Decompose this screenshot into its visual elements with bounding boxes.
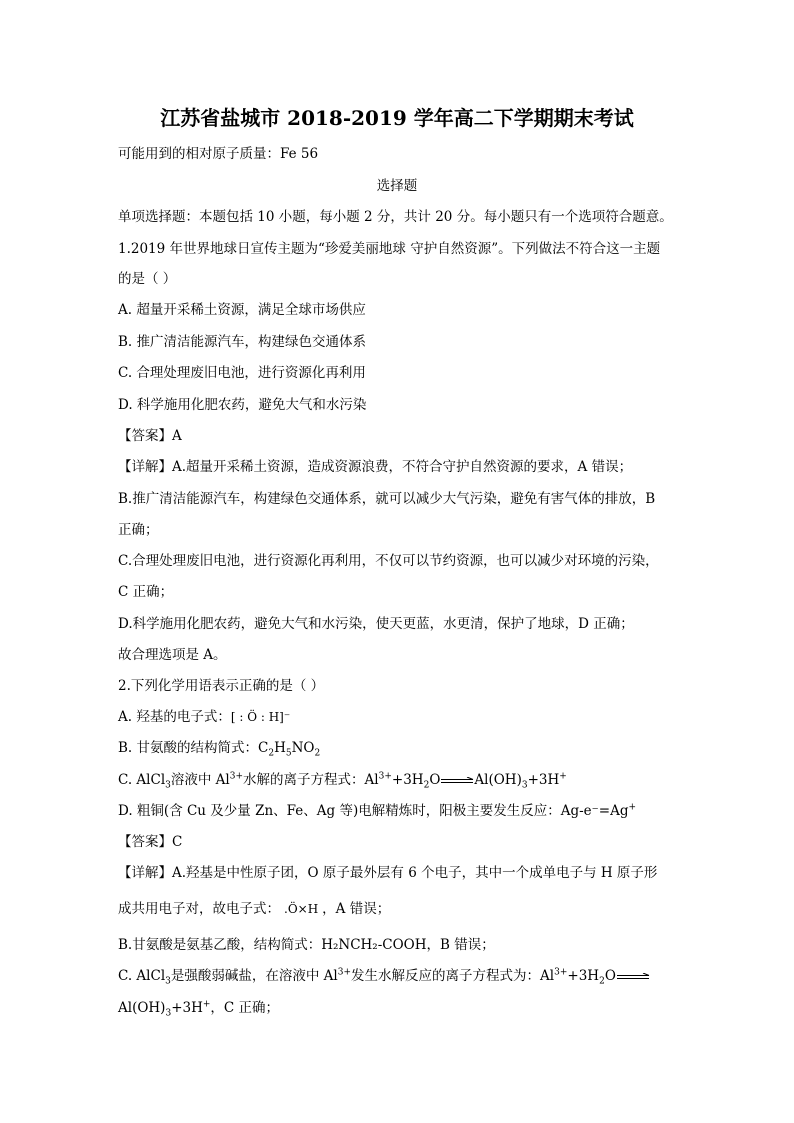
q2-option-d-text: D. 粗铜(含 Cu 及少量 Zn、Fe、Ag 等)电解精炼时，阳极主要发生反应：Ag-e⁻=Ag (118, 803, 629, 819)
q2-option-c-text: 溶液中 Al (170, 772, 230, 788)
q2-stem: 2.下列化学用语表示正确的是（ ） (118, 678, 325, 694)
q2-explain-line (118, 999, 279, 1017)
q2-explain-text: +3H (567, 968, 600, 984)
q2-option-d (118, 802, 636, 820)
q2-explain-text: 是强酸弱碱盐，在溶液中 Al (170, 968, 338, 984)
q2-option-a-label: A. 羟基的电子式： (118, 709, 231, 725)
q2-answer: 【答案】C (118, 834, 183, 850)
q2-option-b-text: H (274, 740, 286, 756)
superscript: + (628, 802, 637, 813)
superscript: 3+ (337, 967, 352, 978)
superscript: + (202, 999, 211, 1010)
q2-explain-text: C. AlCl (118, 968, 166, 984)
q1-option-c: C. 合理处理废旧电池，进行资源化再利用 (118, 365, 366, 381)
q2-option-c-text: +3H (527, 772, 560, 788)
hydroxyl-electron-dot-formula: .Ö×H (284, 902, 319, 916)
q2-explain-line: 【详解】A.羟基是中性原子团，O 原子最外层有 6 个电子，其中一个成单电子与 H 原子形 (118, 865, 658, 881)
q1-answer: 【答案】A (118, 428, 182, 444)
subscript: 2 (268, 748, 275, 759)
q2-option-c-text: C. AlCl (118, 772, 166, 788)
q2-option-c-text: 水解的离子方程式：Al (243, 772, 379, 788)
q2-option-c-text: Al(OH) (474, 772, 522, 788)
equilibrium-arrow-icon (440, 777, 474, 785)
q1-stem-line1: 1.2019 年世界地球日宣传主题为“珍爱美丽地球 守护自然资源”。下列做法不符合这一主题 (118, 241, 661, 257)
atomic-mass-note: 可能用到的相对原子质量：Fe 56 (118, 146, 319, 162)
subscript: 2 (423, 780, 430, 791)
q2-option-a (118, 708, 290, 726)
hydroxyl-electron-formula: [ : Ö : H]⁻ (230, 710, 291, 724)
q2-option-b-text: NO (291, 740, 315, 756)
q1-explain-line: 正确； (118, 522, 159, 538)
subscript: 3 (165, 780, 171, 791)
q1-explain-line: D.科学施用化肥农药，避免大气和水污染，使天更蓝，水更清，保护了地球，D 正确； (118, 616, 634, 632)
q1-option-a: A. 超量开采稀土资源，满足全球市场供应 (118, 302, 366, 318)
q2-explain-text: 发生水解反应的离子方程式为：Al (351, 968, 555, 984)
superscript: + (559, 771, 567, 782)
q2-option-c-text: +3H (391, 772, 424, 788)
subscript: 3 (521, 780, 528, 791)
q2-option-c-text: O (429, 772, 441, 788)
q2-option-b-text: B. 甘氨酸的结构简式：C (118, 740, 269, 756)
q2-explain-line: B.甘氨酸是氨基乙酸，结构简式：H₂NCH₂-COOH，B 错误； (118, 937, 495, 953)
instructions: 单项选择题：本题包括 10 小题，每小题 2 分，共计 20 分。每小题只有一个选项符合题意。 (118, 209, 673, 225)
equilibrium-arrow-icon (616, 973, 650, 981)
q2-option-b (118, 739, 320, 757)
subscript: 2 (314, 748, 321, 759)
superscript: 3+ (554, 967, 568, 978)
q1-explain-line: C.合理处理废旧电池，进行资源化再利用，不仅可以节约资源，也可以减少对环境的污染， (118, 553, 659, 569)
q1-explain-line: C 正确； (118, 584, 174, 600)
q2-explain-line (118, 900, 390, 918)
superscript: 3+ (378, 771, 392, 782)
subscript: 2 (599, 976, 605, 987)
q2-explain-text: +3H (171, 1000, 203, 1016)
q2-explain-text: O (604, 968, 616, 984)
q2-explain-text: ，C 正确； (210, 1000, 280, 1016)
q1-option-d: D. 科学施用化肥农药，避免大气和水污染 (118, 397, 367, 413)
q1-explain-line: B.推广清洁能源汽车，构建绿色交通体系，就可以减少大气污染，避免有害气体的排放，B (118, 491, 656, 507)
q1-option-b: B. 推广清洁能源汽车，构建绿色交通体系 (118, 334, 367, 350)
page-title: 江苏省盐城市 2018-2019 学年高二下学期期末考试 (160, 106, 634, 130)
subscript: 5 (285, 748, 292, 759)
q2-explain-text: ，A 错误； (322, 901, 391, 917)
q2-option-c (118, 771, 567, 789)
q1-explain-line: 【详解】A.超量开采稀土资源，造成资源浪费，不符合守护自然资源的要求，A 错误； (118, 459, 633, 475)
q1-explain-line: 故合理选项是 A。 (118, 647, 227, 663)
subscript: 3 (165, 1008, 172, 1019)
section-heading: 选择题 (376, 178, 418, 194)
q2-explain-text: Al(OH) (118, 1000, 166, 1016)
superscript: 3+ (229, 771, 244, 782)
q2-explain-line (118, 967, 650, 985)
q1-stem-line2: 的是（ ） (118, 271, 177, 287)
q2-explain-text: 成共用电子对，故电子式： (118, 901, 280, 917)
subscript: 3 (165, 976, 171, 987)
